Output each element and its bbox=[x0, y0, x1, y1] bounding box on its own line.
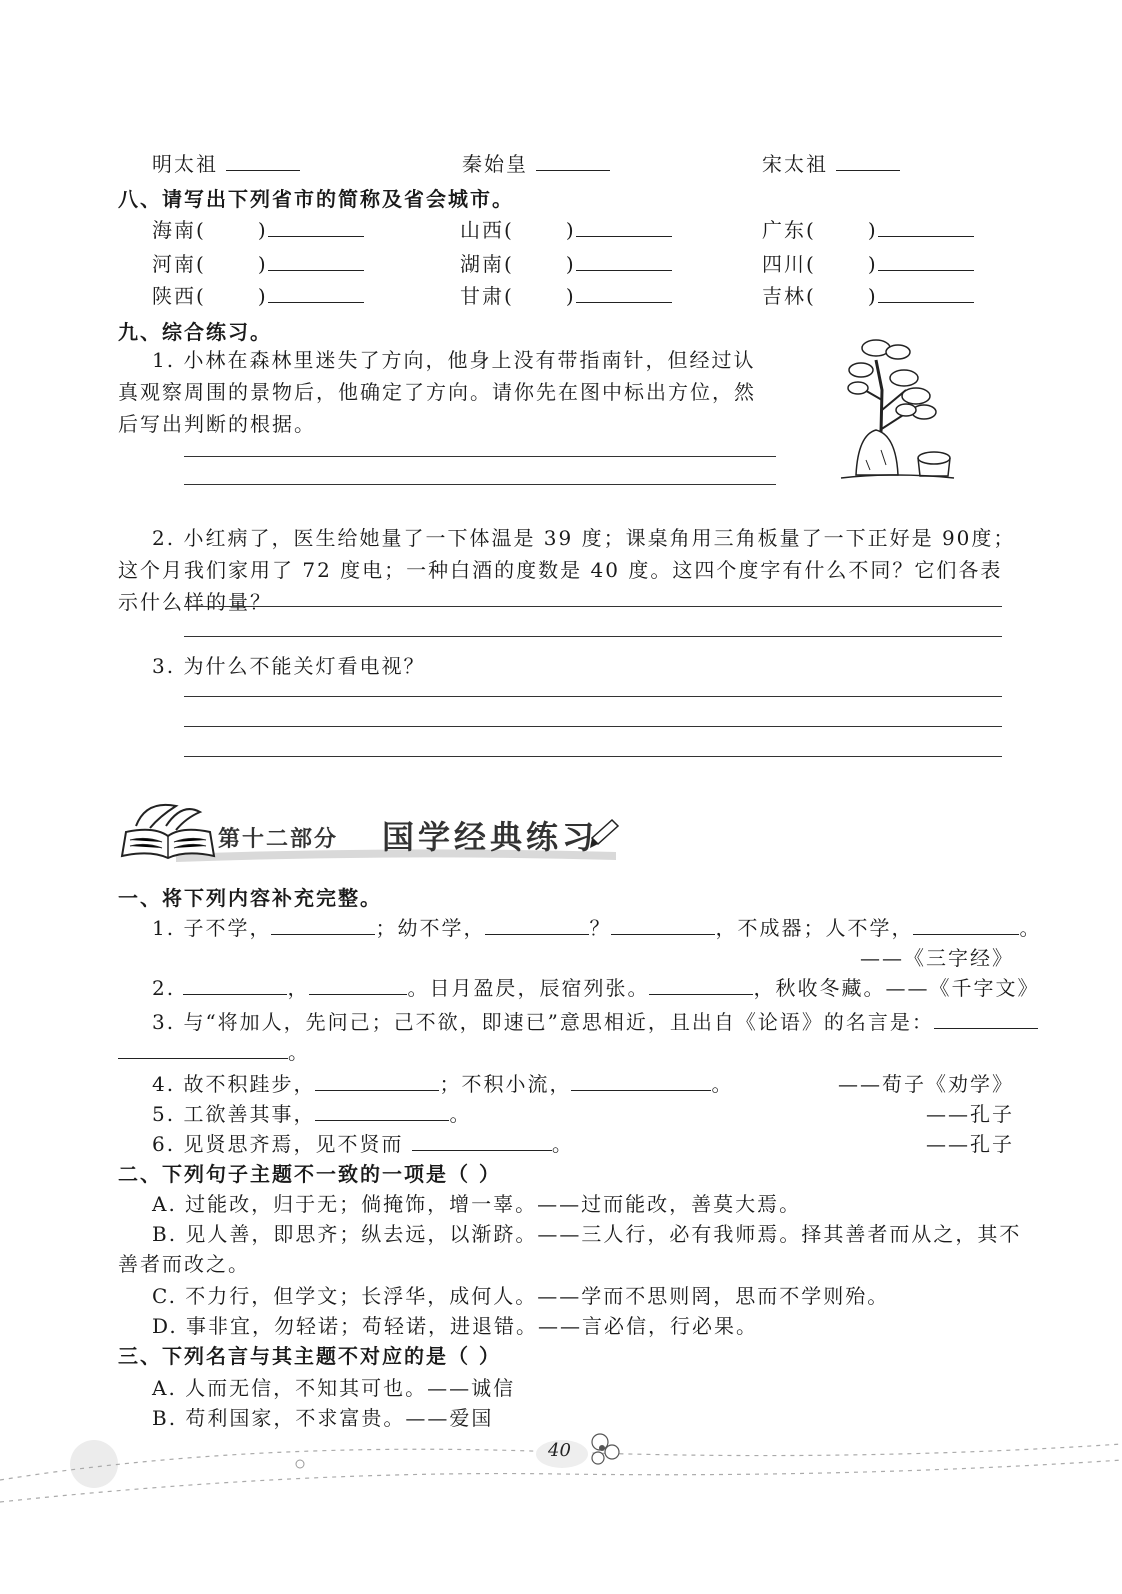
province-item[interactable]: 广东( ) bbox=[762, 214, 974, 243]
section-9-title: 九、综合练习。 bbox=[118, 320, 272, 344]
province-item[interactable]: 甘肃( ) bbox=[460, 280, 672, 309]
answer-line[interactable] bbox=[184, 756, 1002, 757]
answer-line[interactable] bbox=[184, 726, 1002, 727]
s3-title: 三、下列名言与其主题不对应的是（ ） bbox=[118, 1344, 501, 1368]
province-name: 河南 bbox=[152, 252, 196, 276]
province-item[interactable]: 海南( ) bbox=[152, 214, 364, 243]
province-item[interactable]: 山西( ) bbox=[460, 214, 672, 243]
q1-line-1: 1. 小林在森林里迷失了方向，他身上没有带指南针，但经过认 bbox=[152, 348, 756, 372]
part-title: 国学经典练习 bbox=[382, 818, 599, 856]
province-name: 山西 bbox=[460, 218, 504, 242]
q2-line-2: 这个月我们家用了 72 度电；一种白酒的度数是 40 度。这四个度字有什么不同？它们各表 bbox=[118, 558, 1003, 582]
answer-line[interactable] bbox=[184, 456, 776, 457]
s3-option-a[interactable]: A. 人而无信，不知其可也。——诚信 bbox=[152, 1376, 516, 1400]
answer-line[interactable] bbox=[184, 484, 776, 485]
s1-q3-cont: 。 bbox=[118, 1036, 310, 1065]
answer-line[interactable] bbox=[184, 696, 1002, 697]
q1-line-3: 后写出判断的根据。 bbox=[118, 412, 316, 436]
province-item[interactable]: 河南( ) bbox=[152, 248, 364, 277]
s1-q3: 3. 与“将加人，先问己；己不欲，即速已”意思相近，且出自《论语》的名言是： bbox=[152, 1006, 1038, 1035]
section-8-title: 八、请写出下列省市的简称及省会城市。 bbox=[118, 187, 514, 211]
province-name: 甘肃 bbox=[460, 284, 504, 308]
s1-q6-source: ——孔子 bbox=[926, 1132, 1014, 1156]
answer-line[interactable] bbox=[184, 636, 1002, 637]
province-name: 湖南 bbox=[460, 252, 504, 276]
province-name: 海南 bbox=[152, 218, 196, 242]
part-label: 第十二部分 bbox=[218, 827, 339, 852]
answer-line[interactable] bbox=[184, 606, 1002, 607]
tree-illustration bbox=[836, 330, 956, 480]
s1-q5-source: ——孔子 bbox=[926, 1102, 1014, 1126]
province-item[interactable]: 四川( ) bbox=[762, 248, 974, 277]
s1-q4-source: ——荀子《劝学》 bbox=[838, 1072, 1014, 1096]
s1-q1-source: ——《三字经》 bbox=[860, 946, 1014, 970]
emperor-song: 宋太祖 bbox=[762, 148, 900, 177]
s2-option-c[interactable]: C. 不力行，但学文；长浮华，成何人。——学而不思则罔，思而不学则殆。 bbox=[152, 1284, 890, 1308]
s1-q2: 2. ， 。日月盈昃，辰宿列张。 ，秋收冬藏。——《千字文》 bbox=[152, 976, 1040, 1000]
province-item[interactable]: 湖南( ) bbox=[460, 248, 672, 277]
s1-title: 一、将下列内容补充完整。 bbox=[118, 886, 382, 910]
s1-q1: 1. 子不学， ；幼不学， ？ ，不成器；人不学， 。 bbox=[152, 916, 1042, 940]
emperor-ming: 明太祖 bbox=[152, 148, 300, 177]
province-item[interactable]: 陕西( ) bbox=[152, 280, 364, 309]
q2-line-3: 示什么样的量？ bbox=[118, 590, 272, 614]
q3-text: 3. 为什么不能关灯看电视？ bbox=[152, 654, 426, 678]
q1-line-2: 真观察周围的景物后，他确定了方向。请你先在图中标出方位，然 bbox=[118, 380, 756, 404]
province-item[interactable]: 吉林( ) bbox=[762, 280, 974, 309]
s2-option-d[interactable]: D. 事非宜，勿轻诺；苟轻诺，进退错。——言必信，行必果。 bbox=[152, 1314, 759, 1338]
q2-line-1: 2. 小红病了，医生给她量了一下体温是 39 度；课桌角用三角板量了一下正好是 90度； bbox=[152, 526, 1016, 550]
emperor-qin: 秦始皇 bbox=[462, 148, 610, 177]
s2-option-a[interactable]: A. 过能改，归于无；倘掩饰，增一辜。——过而能改，善莫大焉。 bbox=[152, 1192, 802, 1216]
s2-option-b-cont: 善者而改之。 bbox=[118, 1252, 250, 1276]
province-name: 四川 bbox=[762, 252, 806, 276]
s1-q6: 6. 见贤思齐焉，见不贤而 。 bbox=[152, 1132, 574, 1156]
s3-option-b[interactable]: B. 苟利国家，不求富贵。——爱国 bbox=[152, 1406, 494, 1430]
s1-q4: 4. 故不积跬步， ；不积小流， 。 bbox=[152, 1072, 734, 1096]
s2-option-b[interactable]: B. 见人善，即思齐；纵去远，以渐跻。——三人行，必有我师焉。择其善者而从之，其不 bbox=[152, 1222, 1022, 1246]
s2-title: 二、下列句子主题不一致的一项是（ ） bbox=[118, 1162, 501, 1186]
province-name: 陕西 bbox=[152, 284, 196, 308]
province-name: 吉林 bbox=[762, 284, 806, 308]
page-number: 40 bbox=[548, 1440, 571, 1461]
s1-q5: 5. 工欲善其事， 。 bbox=[152, 1102, 472, 1126]
province-name: 广东 bbox=[762, 218, 806, 242]
